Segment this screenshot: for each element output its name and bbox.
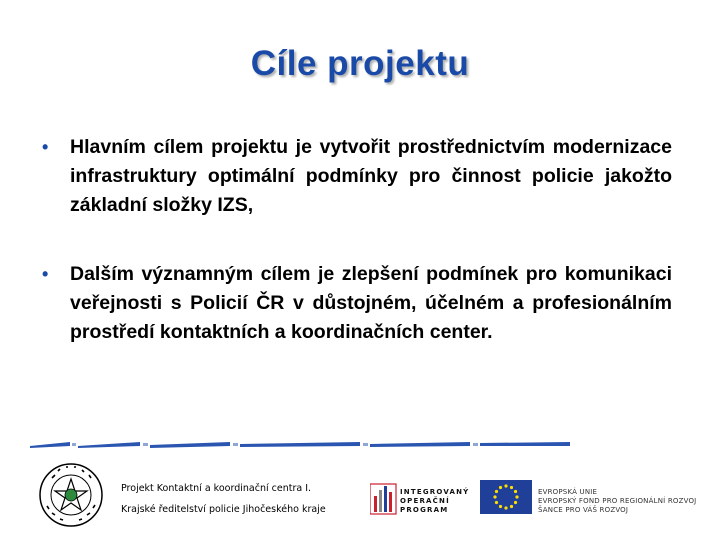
eu-star-icon xyxy=(504,506,507,509)
bullet-marker: • xyxy=(42,264,49,284)
bullet-text: Hlavním cílem projektu je vytvořit prostřednictvím modernizace infrastruktury optimální podmínky pro činnost policie jakožto základní složky IZS, xyxy=(70,136,672,216)
iop-line: INTEGROVANÝ xyxy=(400,488,470,496)
eu-line: EVROPSKÝ FOND PRO REGIONÁLNÍ ROZVOJ xyxy=(538,497,697,505)
slide-title: Cíle projektu xyxy=(250,44,470,83)
bullet-item xyxy=(42,133,672,220)
eu-star-icon xyxy=(510,505,513,508)
eu-line: EVROPSKÁ UNIE xyxy=(538,488,598,496)
police-czech-republic-seal-icon xyxy=(38,462,104,528)
eu-star-icon xyxy=(504,484,507,487)
project-name: Projekt Kontaktní a koordinační centra I. xyxy=(121,483,312,494)
iop-line: OPERAČNÍ xyxy=(400,497,450,505)
eu-star-icon xyxy=(499,486,502,489)
eu-star-icon xyxy=(495,501,498,504)
eu-star-icon xyxy=(515,495,518,498)
eu-star-icon xyxy=(514,490,517,493)
eu-star-icon xyxy=(499,505,502,508)
eu-line: ŠANCE PRO VÁŠ ROZVOJ xyxy=(538,506,629,514)
eu-flag-icon xyxy=(480,480,532,514)
eu-star-icon xyxy=(510,486,513,489)
eu-star-icon xyxy=(514,501,517,504)
organization-name: Krajské ředitelství policie Jihočeského kraje xyxy=(121,504,326,515)
eu-star-icon xyxy=(495,490,498,493)
bullet-text: Dalším významným cílem je zlepšení podmínek pro komunikaci veřejnosti s Policií ČR v důstojném, účelném a profesionálním prostředí kontaktních a koordinačních center. xyxy=(70,263,672,343)
bullet-marker: • xyxy=(42,137,49,157)
iop-line: PROGRAM xyxy=(400,506,449,514)
footer-divider xyxy=(30,440,570,448)
bullet-item xyxy=(42,260,672,347)
eu-star-icon xyxy=(493,495,496,498)
